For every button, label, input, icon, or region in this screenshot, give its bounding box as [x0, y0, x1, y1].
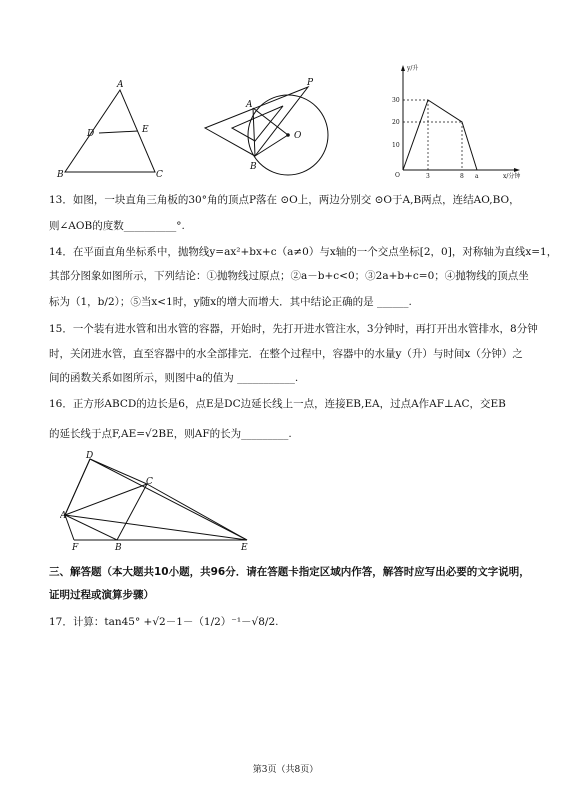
q15-line1: 15．一个装有进水管和出水管的容器，开始时，先打开进水管注水，3分钟时，再打开出水管排水，8分钟 [49, 323, 538, 335]
xtick-8: 8 [460, 173, 464, 180]
origin-label: O [395, 172, 400, 179]
label-F: F [72, 543, 79, 553]
q13-line1: 13．如图，一块直角三角板的30°角的顶点P落在 ⊙O上，两边分别交 ⊙O于A,B两点，连结AO,BO， [49, 194, 520, 206]
triangle-figure [55, 76, 175, 181]
q14-line2: 其部分图象如图所示，下列结论：①抛物线过原点；②a－b+c<0；③2a+b+c=0；④抛物线的顶点坐 [49, 270, 529, 282]
q17-text: 17．计算：tan45° +√2－1－（1/2）⁻¹－√8/2. [49, 616, 279, 628]
label-A: A [60, 511, 67, 521]
label-B: B [250, 162, 257, 172]
xtick-a: a [475, 173, 479, 180]
label-A: A [117, 80, 124, 90]
label-A: A [246, 100, 253, 110]
q14-line3: 标为（1，b/2）；⑤当x<1时，y随x的增大而增大．其中结论正确的是 ______. [49, 296, 412, 308]
ytick-10: 10 [392, 142, 400, 149]
label-C: C [146, 477, 153, 487]
q13-line2: 则∠AOB的度数__________°. [49, 220, 185, 232]
page-footer: 第3页（共8页） [252, 765, 319, 775]
label-B: B [115, 543, 122, 553]
label-C: C [156, 170, 163, 180]
x-axis-label: x/分钟 [503, 173, 521, 180]
ytick-30: 30 [392, 97, 400, 104]
label-O: O [294, 131, 302, 141]
label-B: B [57, 170, 64, 180]
q14-line1: 14．在平面直角坐标系中，抛物线y=ax²+bx+c（a≠0）与x轴的一个交点坐标[2，0]，对称轴为直线x=1， [49, 246, 558, 258]
section3-heading-line1: 三、解答题（本大题共10小题，共96分．请在答题卡指定区域内作答，解答时应写出必要的文字说明， [49, 566, 530, 578]
section3-heading-line2: 证明过程或演算步骤） [49, 589, 154, 601]
water-graph-figure [385, 62, 525, 180]
label-E: E [142, 125, 149, 135]
q15-line2: 时，关闭进水管，直至容器中的水全部排完．在整个过程中，容器中的水量y（升）与时间x（分钟）之 [49, 348, 523, 360]
xtick-3: 3 [426, 173, 430, 180]
circle-set-square-figure [200, 78, 345, 178]
label-E: E [241, 543, 248, 553]
label-D: D [86, 451, 94, 461]
label-P: P [307, 78, 314, 88]
q16-line2: 的延长线于点F,AE=√2BE，则AF的长为_________. [49, 428, 292, 440]
label-D: D [87, 129, 95, 139]
square-figure [60, 450, 260, 555]
q16-line1: 16．正方形ABCD的边长是6，点E是DC边延长线上一点，连接EB,EA，过点A作AF⊥AC，交EB [49, 398, 506, 410]
ytick-20: 20 [392, 119, 400, 126]
y-axis-label: y/升 [407, 65, 419, 72]
q15-line3: 间的函数关系如图所示，则图中a的值为 ___________. [49, 372, 299, 384]
